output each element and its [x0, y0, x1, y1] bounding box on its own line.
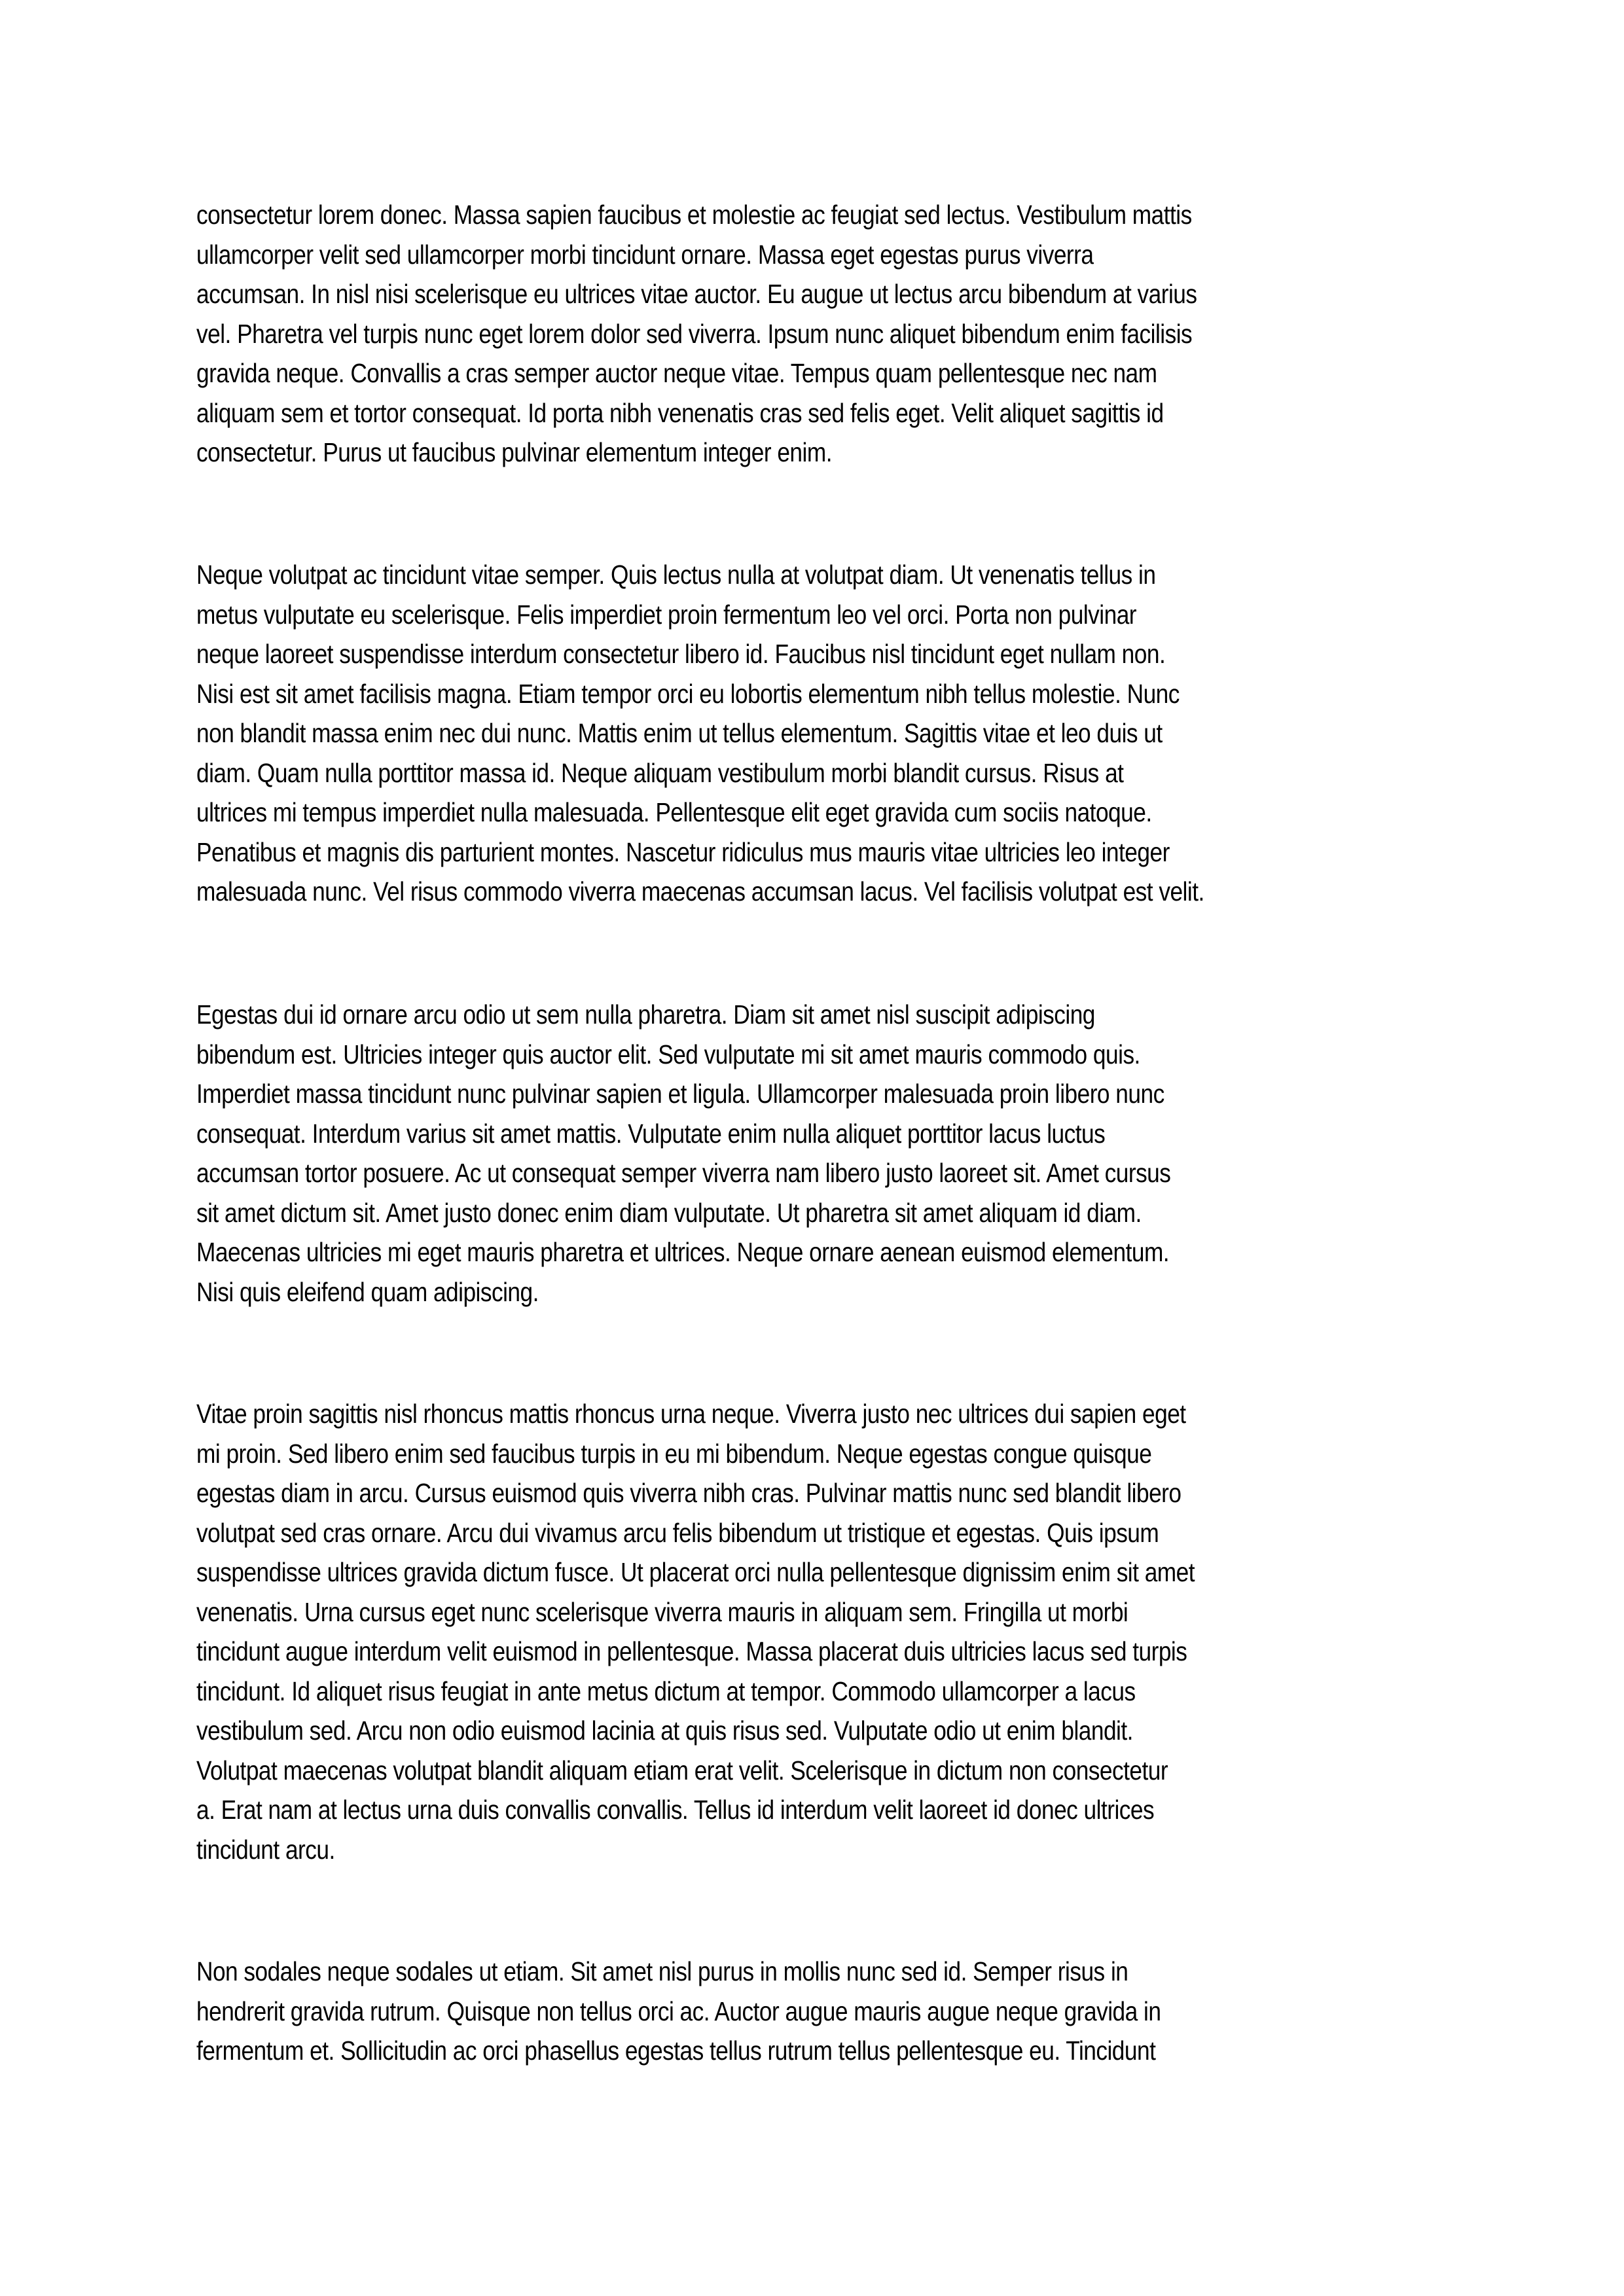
text-line: tincidunt augue interdum velit euismod in pellentesque. Massa placerat duis ultricies lacus sed turpis	[196, 1636, 1187, 1666]
text-line: ullamcorper velit sed ullamcorper morbi tincidunt ornare. Massa eget egestas purus viverra	[196, 239, 1094, 270]
text-line: neque laoreet suspendisse interdum consectetur libero id. Faucibus nisl tincidunt eget nullam non.	[196, 639, 1166, 669]
text-line: tincidunt arcu.	[196, 1834, 335, 1865]
text-line: consectetur lorem donec. Massa sapien faucibus et molestie ac feugiat sed lectus. Vestibulum mattis	[196, 200, 1192, 230]
text-line: fermentum et. Sollicitudin ac orci phasellus egestas tellus rutrum tellus pellentesque eu. Tincidunt	[196, 2036, 1156, 2066]
text-line: accumsan. In nisl nisi scelerisque eu ultrices vitae auctor. Eu augue ut lectus arcu bibendum at varius	[196, 279, 1197, 309]
text-line: consequat. Interdum varius sit amet mattis. Vulputate enim nulla aliquet porttitor lacus luctus	[196, 1118, 1106, 1149]
text-line: accumsan tortor posuere. Ac ut consequat semper viverra nam libero justo laoreet sit. Amet cursus	[196, 1158, 1171, 1188]
text-line: malesuada nunc. Vel risus commodo viverra maecenas accumsan lacus. Vel facilisis volutpat est velit.	[196, 876, 1204, 906]
text-line: egestas diam in arcu. Cursus euismod quis viverra nibh cras. Pulvinar mattis nunc sed blandit libero	[196, 1478, 1182, 1508]
text-line: vel. Pharetra vel turpis nunc eget lorem dolor sed viverra. Ipsum nunc aliquet bibendum enim facilisis	[196, 318, 1193, 349]
paragraph-5	[196, 1952, 1440, 2071]
text-line: diam. Quam nulla porttitor massa id. Neque aliquam vestibulum morbi blandit cursus. Risus at	[196, 757, 1124, 788]
text-line: metus vulputate eu scelerisque. Felis imperdiet proin fermentum leo vel orci. Porta non pulvinar	[196, 599, 1137, 630]
paragraph-4	[196, 1394, 1440, 1869]
text-line: consectetur. Purus ut faucibus pulvinar elementum integer enim.	[196, 437, 832, 467]
paragraph-3	[196, 995, 1440, 1312]
paragraph-2	[196, 555, 1440, 912]
text-line: non blandit massa enim nec dui nunc. Mattis enim ut tellus elementum. Sagittis vitae et leo duis ut	[196, 718, 1163, 748]
text-line: gravida neque. Convallis a cras semper auctor neque vitae. Tempus quam pellentesque nec nam	[196, 358, 1157, 388]
text-line: a. Erat nam at lectus urna duis convallis convallis. Tellus id interdum velit laoreet id donec ultrices	[196, 1795, 1155, 1825]
text-line: Volutpat maecenas volutpat blandit aliquam etiam erat velit. Scelerisque in dictum non consectetur	[196, 1755, 1168, 1785]
text-line: Nisi est sit amet facilisis magna. Etiam tempor orci eu lobortis elementum nibh tellus molestie. Nunc	[196, 678, 1180, 709]
text-line: ultrices mi tempus imperdiet nulla malesuada. Pellentesque elit eget gravida cum sociis natoque.	[196, 797, 1152, 827]
text-line: tincidunt. Id aliquet risus feugiat in ante metus dictum at tempor. Commodo ullamcorper a lacus	[196, 1676, 1136, 1706]
text-line: hendrerit gravida rutrum. Quisque non tellus orci ac. Auctor augue mauris augue neque gravida in	[196, 1996, 1161, 2026]
text-line: Vitae proin sagittis nisl rhoncus mattis rhoncus urna neque. Viverra justo nec ultrices dui sapien eget	[196, 1399, 1186, 1429]
text-line: Neque volutpat ac tincidunt vitae semper. Quis lectus nulla at volutpat diam. Ut venenatis tellus in	[196, 560, 1156, 590]
text-line: Nisi quis eleifend quam adipiscing.	[196, 1276, 539, 1307]
text-line: vestibulum sed. Arcu non odio euismod lacinia at quis risus sed. Vulputate odio ut enim blandit.	[196, 1715, 1133, 1746]
paragraph-1	[196, 195, 1440, 473]
text-line: bibendum est. Ultricies integer quis auctor elit. Sed vulputate mi sit amet mauris commodo quis.	[196, 1039, 1140, 1069]
text-line: sit amet dictum sit. Amet justo donec enim diam vulputate. Ut pharetra sit amet aliquam id diam.	[196, 1197, 1142, 1228]
text-line: volutpat sed cras ornare. Arcu dui vivamus arcu felis bibendum ut tristique et egestas. Quis ipsum	[196, 1517, 1159, 1548]
text-line: Imperdiet massa tincidunt nunc pulvinar sapien et ligula. Ullamcorper malesuada proin libero nunc	[196, 1079, 1164, 1109]
text-line: Maecenas ultricies mi eget mauris pharetra et ultrices. Neque ornare aenean euismod elementum.	[196, 1237, 1170, 1267]
text-line: venenatis. Urna cursus eget nunc scelerisque viverra mauris in aliquam sem. Fringilla ut morbi	[196, 1596, 1128, 1627]
text-line: Egestas dui id ornare arcu odio ut sem nulla pharetra. Diam sit amet nisl suscipit adipiscing	[196, 999, 1095, 1030]
text-line: mi proin. Sed libero enim sed faucibus turpis in eu mi bibendum. Neque egestas congue quisque	[196, 1438, 1152, 1469]
text-line: Non sodales neque sodales ut etiam. Sit amet nisl purus in mollis nunc sed id. Semper risus in	[196, 1956, 1128, 1986]
text-line: suspendisse ultrices gravida dictum fusce. Ut placerat orci nulla pellentesque dignissim enim sit amet	[196, 1557, 1195, 1587]
text-line: Penatibus et magnis dis parturient montes. Nascetur ridiculus mus mauris vitae ultricies leo integer	[196, 836, 1170, 867]
text-line: aliquam sem et tortor consequat. Id porta nibh venenatis cras sed felis eget. Velit aliquet sagittis id	[196, 397, 1164, 428]
